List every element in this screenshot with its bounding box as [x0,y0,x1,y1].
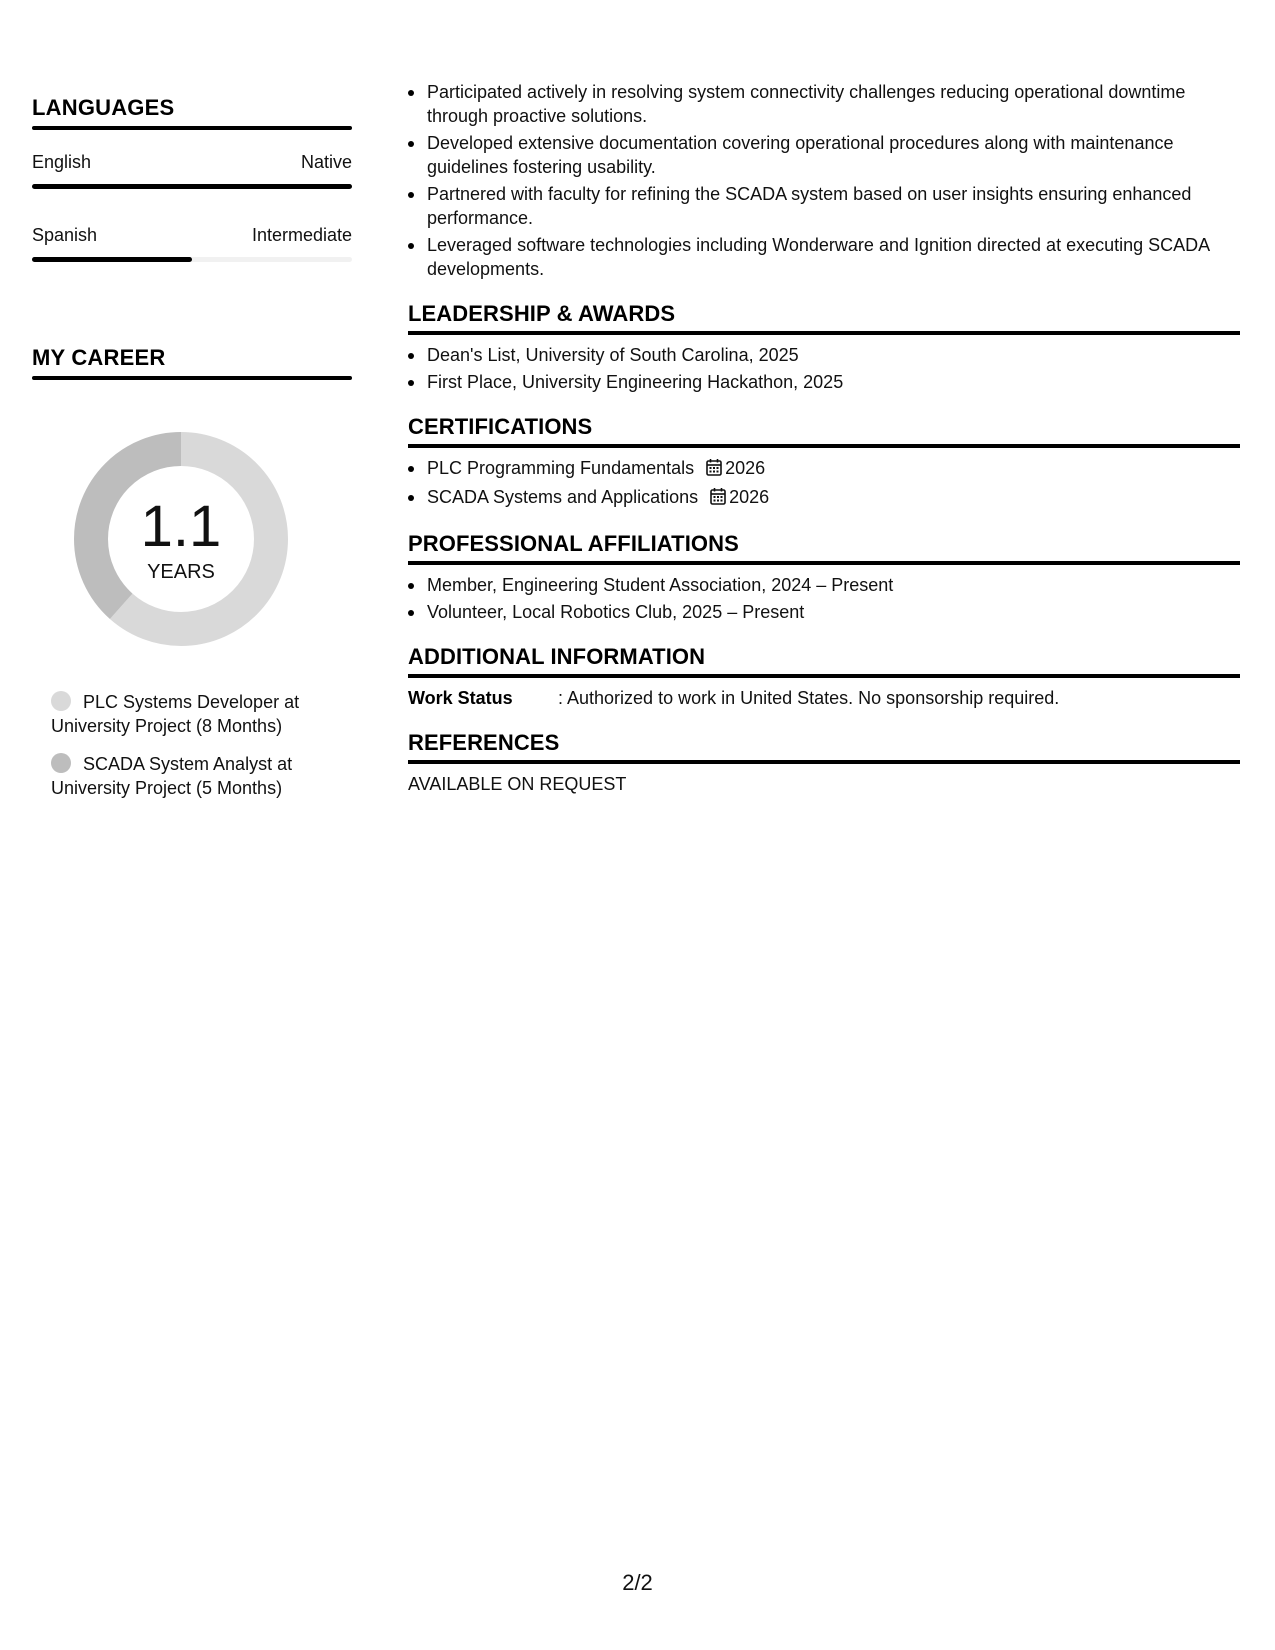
page-number: 2/2 [622,1570,653,1595]
career-role-label: PLC Systems Developer at University Project (8 Months) [51,692,300,736]
career-heading: MY CAREER [32,345,166,370]
awards-heading: LEADERSHIP & AWARDS [408,301,676,326]
certification-item [408,456,1240,482]
work-status-row [408,686,1240,710]
career-role-label: SCADA System Analyst at University Project (5 Months) [51,754,293,798]
language-item [32,150,352,189]
award-item: Dean's List, University of South Carolina, 2025 [408,343,1240,367]
language-proficiency-bar [32,184,352,189]
award-item: First Place, University Engineering Hackathon, 2025 [408,370,1240,394]
certification-name: PLC Programming Fundamentals [427,458,695,478]
affiliation-item: Volunteer, Local Robotics Club, 2025 – Present [408,600,1240,624]
language-name: English [32,152,92,172]
certifications-heading-rule [408,444,1240,448]
affiliations-list [408,573,1240,624]
calendar-icon [710,487,726,511]
languages-section [32,92,352,262]
affiliations-section [408,528,1240,624]
references-text: AVAILABLE ON REQUEST [408,774,627,794]
affiliations-heading: PROFESSIONAL AFFILIATIONS [408,531,739,556]
career-legend-item [51,752,341,800]
experience-bullet: Developed extensive documentation covering operational procedures along with maintenance guidelines fostering usability. [408,131,1240,179]
certification-name: SCADA Systems and Applications [427,487,699,507]
experience-bullet: Partnered with faculty for refining the SCADA system based on user insights ensuring enhanced performance. [408,182,1240,230]
certification-year: 2026 [725,458,766,478]
career-total-value: 1.1 [140,494,222,559]
certifications-section [408,411,1240,511]
language-item [32,223,352,262]
language-proficiency-fill [32,184,352,189]
affiliations-heading-rule [408,561,1240,565]
work-status-label: Work Status [408,688,513,708]
certifications-heading: CERTIFICATIONS [408,414,593,439]
certification-date [710,487,769,507]
language-name: Spanish [32,225,98,245]
legend-dot-icon [51,691,71,711]
languages-heading-rule [32,126,352,130]
additional-info-section [408,641,1240,710]
additional-info-heading: ADDITIONAL INFORMATION [408,644,706,669]
awards-list [408,343,1240,394]
certification-year: 2026 [729,487,770,507]
language-level: Native [300,152,352,172]
references-heading: REFERENCES [408,730,560,755]
certification-item [408,485,1240,511]
career-legend [51,690,341,800]
career-heading-rule [32,376,352,380]
calendar-icon [706,458,722,482]
experience-bullet: Leveraged software technologies including Wonderware and Ignition directed at executing SCADA developments. [408,233,1240,281]
experience-bullet: Participated actively in resolving system connectivity challenges reducing operational downtime through proactive solutions. [408,80,1240,128]
language-proficiency-bar [32,257,352,262]
career-total-unit: YEARS [147,561,215,583]
awards-heading-rule [408,331,1240,335]
certification-date [706,458,765,478]
certifications-list [408,456,1240,511]
legend-dot-icon [51,753,71,773]
experience-bullets [408,80,1240,281]
work-status-value: : Authorized to work in United States. No sponsorship required. [558,688,1060,708]
affiliation-item: Member, Engineering Student Association, 2024 – Present [408,573,1240,597]
references-heading-rule [408,760,1240,764]
career-section [32,342,352,800]
language-proficiency-fill [32,257,192,262]
additional-info-heading-rule [408,674,1240,678]
language-level: Intermediate [251,225,352,245]
right-column [408,80,1240,796]
awards-section [408,298,1240,394]
languages-heading: LANGUAGES [32,95,175,120]
left-column [32,92,352,814]
career-donut-center [66,494,296,584]
career-legend-item [51,690,341,738]
career-donut-chart [66,424,296,654]
references-section [408,727,1240,796]
